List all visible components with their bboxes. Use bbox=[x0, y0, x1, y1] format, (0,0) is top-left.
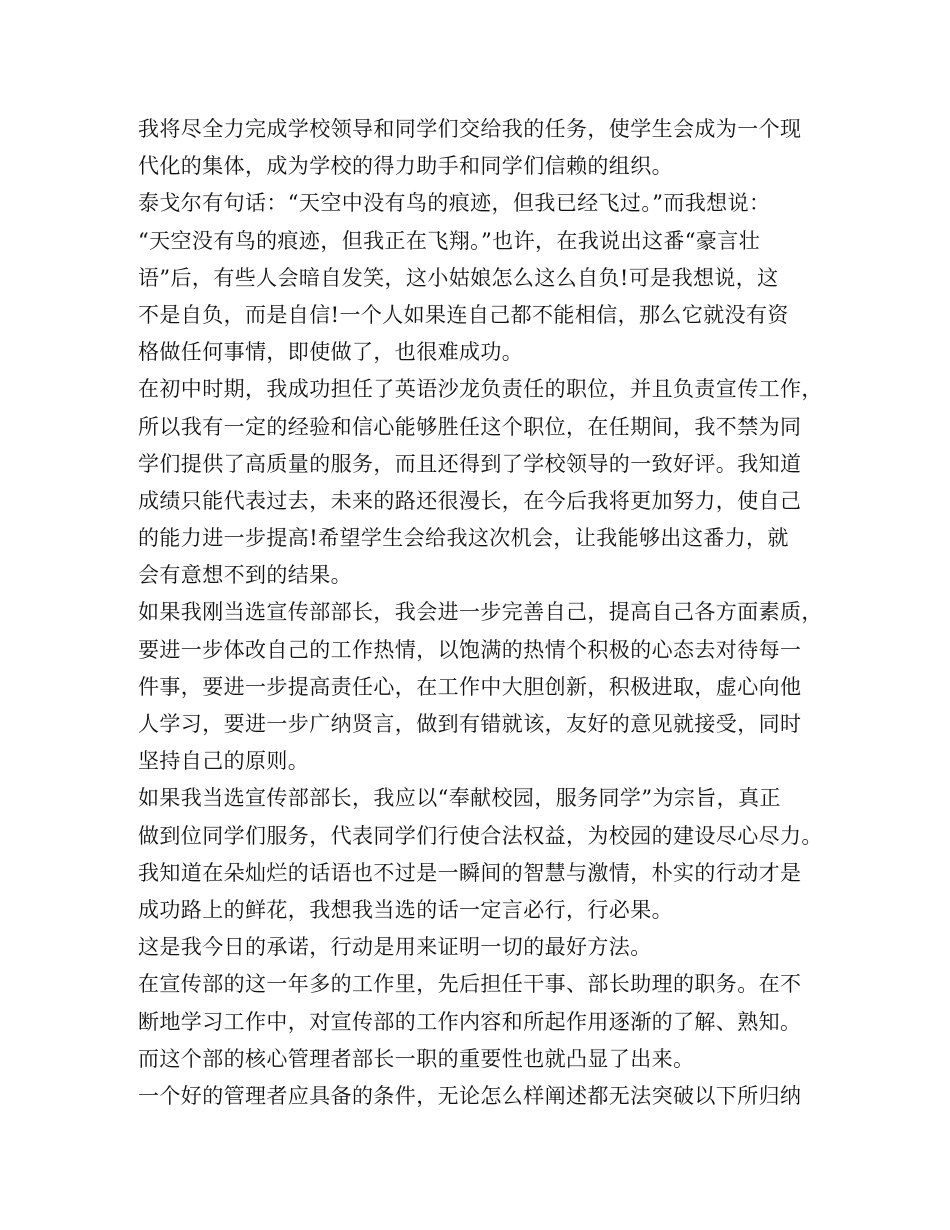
text-line: 语”后，有些人会暗自发笑，这小姑娘怎么这么自负!可是我想说，这 bbox=[138, 265, 779, 290]
text-line: 我知道在朵灿烂的话语也不过是一瞬间的智慧与激情，朴实的行动才是 bbox=[138, 860, 802, 885]
text-line: 断地学习工作中，对宣传部的工作内容和所起作用逐渐的了解、熟知。 bbox=[138, 1009, 802, 1034]
text-line: 成绩只能代表过去，未来的路还很漫长，在今后我将更加努力，使自己 bbox=[138, 488, 802, 513]
text-line: 要进一步体改自己的工作热情，以饱满的热情个积极的心态去对待每一 bbox=[138, 637, 802, 662]
text-line: 我将尽全力完成学校领导和同学们交给我的任务，使学生会成为一个现 bbox=[138, 117, 802, 141]
text-line: 泰戈尔有句话：“天空中没有鸟的痕迹，但我已经飞过。”而我想说： bbox=[138, 191, 771, 216]
text-line: 一个好的管理者应具备的条件，无论怎么样阐述都无法突破以下所归纳 bbox=[138, 1083, 802, 1108]
text-line: 如果我刚当选宣传部部长，我会进一步完善自己，提高自己各方面素质， bbox=[138, 600, 823, 625]
text-line: 件事，要进一步提高责任心，在工作中大胆创新，积极进取，虚心向他 bbox=[138, 674, 802, 699]
text-line: 不是自负，而是自信!一个人如果连自己都不能相信，那么它就没有资 bbox=[138, 302, 789, 327]
text-line: 学们提供了高质量的服务，而且还得到了学校领导的一致好评。我知道 bbox=[138, 451, 802, 476]
text-line: 这是我今日的承诺，行动是用来证明一切的最好方法。 bbox=[138, 935, 652, 960]
text-line: 坚持自己的原则。 bbox=[138, 749, 310, 774]
text-line: 代化的集体，成为学校的得力助手和同学们信赖的组织。 bbox=[138, 154, 673, 179]
text-line: 格做任何事情，即使做了，也很难成功。 bbox=[138, 340, 524, 365]
text-line: 如果我当选宣传部部长，我应以“奉献校园，服务同学”为宗旨，真正 bbox=[138, 786, 781, 811]
text-line: 人学习，要进一步广纳贤言，做到有错就该，友好的意见就接受，同时 bbox=[138, 712, 802, 736]
text-line: 做到位同学们服务，代表同学们行使合法权益，为校园的建设尽心尽力。 bbox=[138, 823, 823, 848]
text-line: 而这个部的核心管理者部长一职的重要性也就凸显了出来。 bbox=[138, 1046, 695, 1071]
text-line: 成功路上的鲜花，我想我当选的话一定言必行，行必果。 bbox=[138, 897, 673, 922]
text-line: 在宣传部的这一年多的工作里，先后担任干事、部长助理的职务。在不 bbox=[138, 972, 802, 997]
text-line: 会有意想不到的结果。 bbox=[138, 563, 352, 588]
text-line: 在初中时期，我成功担任了英语沙龙负责任的职位，并且负责宣传工作， bbox=[138, 377, 823, 402]
text-line: “天空没有鸟的痕迹，但我正在飞翔。”也许，在我说出这番“豪言壮 bbox=[138, 228, 761, 253]
text-line: 的能力进一步提高!希望学生会给我这次机会，让我能够出这番力，就 bbox=[138, 526, 789, 551]
document-body bbox=[138, 111, 828, 1115]
text-line: 所以我有一定的经验和信心能够胜任这个职位，在任期间，我不禁为同 bbox=[138, 414, 802, 439]
